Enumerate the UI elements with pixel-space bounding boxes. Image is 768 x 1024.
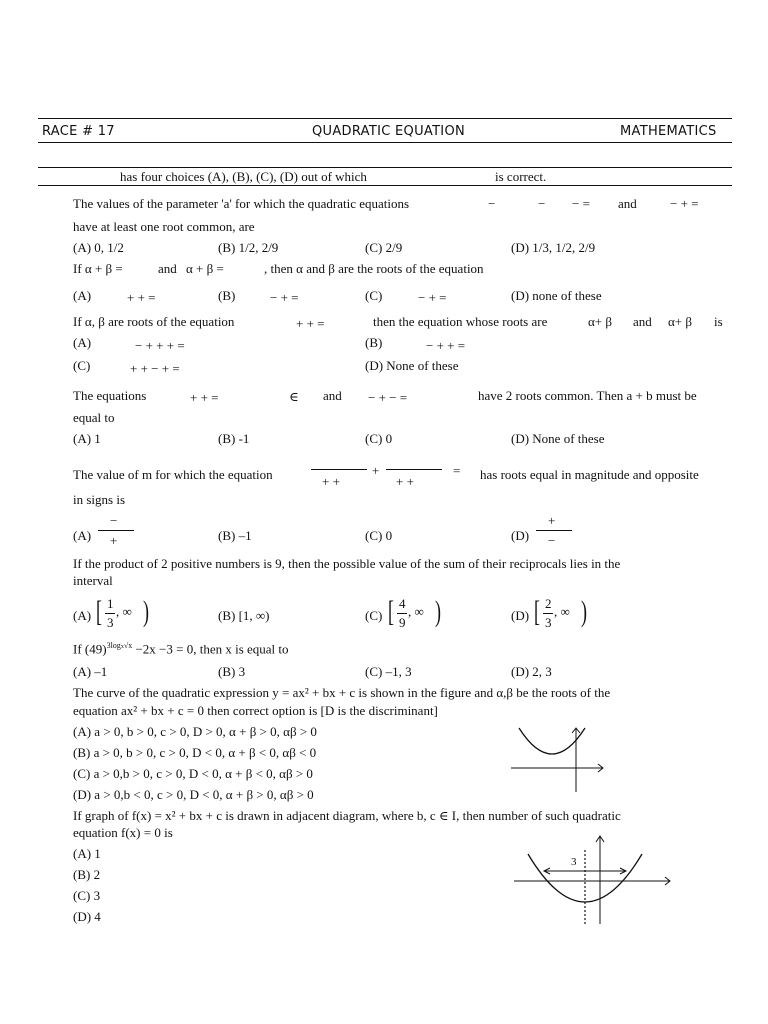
q2-option-b-equation: − + = bbox=[270, 290, 299, 305]
q6-option-d-numerator: 2 bbox=[545, 596, 552, 611]
q2-option-b: (B) bbox=[218, 288, 236, 303]
q4-element-of: ∈ bbox=[289, 389, 299, 404]
q3-option-a: (A) bbox=[73, 335, 92, 350]
q9-option-b: (B) 2 bbox=[73, 867, 101, 882]
q8-option-c: (C) a > 0,b > 0, c > 0, D < 0, α + β < 0, αβ > 0 bbox=[73, 766, 313, 781]
header-subject: MATHEMATICS bbox=[620, 124, 717, 139]
q9-parabola-figure bbox=[510, 832, 676, 928]
q5-option-d-fraction-bar bbox=[536, 530, 572, 531]
q8-parabola-figure bbox=[505, 722, 607, 796]
header-chapter-title: QUADRATIC EQUATION bbox=[312, 124, 466, 139]
q3-option-b: (B) bbox=[365, 335, 383, 350]
q4-and: and bbox=[323, 388, 342, 403]
q4-text-line2: equal to bbox=[73, 410, 115, 425]
q5-option-a-numerator: − bbox=[110, 513, 118, 528]
q6-option-a-fraction-bar bbox=[105, 613, 115, 614]
q2-option-c: (C) bbox=[365, 288, 383, 303]
q6-option-a-denominator: 3 bbox=[107, 615, 114, 630]
instruction-top-rule bbox=[38, 167, 732, 168]
q9-option-c: (C) 3 bbox=[73, 888, 101, 903]
q3-equation: + + = bbox=[296, 316, 325, 331]
q7-equation-rest: −2x −3 = 0 bbox=[132, 641, 194, 657]
q9-text-line2: equation f(x) = 0 is bbox=[73, 825, 173, 840]
q9-figure-distance-label: 3 bbox=[571, 856, 577, 868]
q5-option-d-numerator: + bbox=[548, 513, 556, 528]
q5-option-c: (C) 0 bbox=[365, 528, 393, 543]
q2-option-a-equation: + + = bbox=[127, 290, 156, 305]
q6-option-c: (C) bbox=[365, 608, 383, 623]
q8-text: The curve of the quadratic expression y = ax² + bx + c is shown in the figure and α,β be the roots of the bbox=[73, 685, 611, 700]
q8-option-b: (B) a > 0, b > 0, c > 0, D < 0, α + β < 0, αβ < 0 bbox=[73, 745, 317, 760]
instruction-text-2: is correct. bbox=[495, 169, 547, 184]
instruction-text-1: has four choices (A), (B), (C), (D) out of which bbox=[120, 169, 367, 184]
q5-option-b: (B) –1 bbox=[218, 528, 252, 543]
q7-option-c: (C) –1, 3 bbox=[365, 664, 412, 679]
q5-text-line2: in signs is bbox=[73, 492, 126, 507]
q8-option-d: (D) a > 0,b < 0, c > 0, D < 0, α + β > 0, αβ > 0 bbox=[73, 787, 314, 802]
q6-option-c-left-bracket: [ bbox=[388, 595, 394, 628]
q3-is: is bbox=[714, 314, 723, 329]
q6-text: If the product of 2 positive numbers is 9, then the possible value of the sum of their reciprocals lies in the bbox=[73, 556, 621, 571]
instruction-bottom-rule bbox=[38, 185, 732, 186]
q5-fraction-bar-2 bbox=[386, 469, 442, 470]
q1-option-c: (C) 2/9 bbox=[365, 240, 403, 255]
q6-option-d-denominator: 3 bbox=[545, 615, 552, 630]
q6-option-a-right-paren: ) bbox=[143, 595, 149, 628]
q9-option-a: (A) 1 bbox=[73, 846, 101, 861]
q4-equation-2: − + − = bbox=[368, 390, 408, 405]
q7-option-b: (B) 3 bbox=[218, 664, 246, 679]
q7-option-a: (A) –1 bbox=[73, 664, 108, 679]
q5-option-a-fraction-bar bbox=[98, 530, 134, 531]
q2-text: If α + β = bbox=[73, 261, 123, 276]
q2-option-a: (A) bbox=[73, 288, 92, 303]
header-bottom-rule bbox=[38, 142, 732, 143]
q4-option-d: (D) None of these bbox=[511, 431, 605, 446]
q1-and: and bbox=[618, 196, 637, 211]
q5-fraction-bar-1 bbox=[311, 469, 367, 470]
q2-option-d: (D) none of these bbox=[511, 288, 602, 303]
header-race-number: RACE # 17 bbox=[42, 124, 115, 139]
q5-option-a-denominator: + bbox=[110, 533, 118, 548]
q6-option-c-denominator: 9 bbox=[399, 615, 406, 630]
q3-option-c-equation: + + − + = bbox=[130, 361, 180, 376]
q4-text: The equations bbox=[73, 388, 147, 403]
q1-option-b: (B) 1/2, 2/9 bbox=[218, 240, 279, 255]
q5-text: The value of m for which the equation bbox=[73, 467, 273, 482]
q1-symbol: − bbox=[538, 196, 546, 211]
q1-symbol: − bbox=[488, 196, 496, 211]
q6-option-c-fraction-bar bbox=[397, 613, 407, 614]
q4-option-c: (C) 0 bbox=[365, 431, 393, 446]
q3-option-d: (D) None of these bbox=[365, 358, 459, 373]
q2-expression: α + β = bbox=[186, 261, 224, 276]
q1-text-line2: have at least one root common, are bbox=[73, 219, 255, 234]
q6-text-line2: interval bbox=[73, 573, 113, 588]
q8-option-a: (A) a > 0, b > 0, c > 0, D > 0, α + β > 0, αβ > 0 bbox=[73, 724, 317, 739]
q1-symbol: − = bbox=[572, 196, 590, 211]
q3-and: and bbox=[633, 314, 652, 329]
q3-root-2: α+ β bbox=[668, 314, 693, 329]
q6-option-d-infinity: , ∞ bbox=[554, 604, 570, 619]
q2-text-tail: , then α and β are the roots of the equation bbox=[264, 261, 484, 276]
q7-exponent: 3logx√x bbox=[106, 641, 133, 650]
q5-denominator-2: + + bbox=[396, 474, 414, 489]
q6-option-b: (B) [1, ∞) bbox=[218, 608, 270, 623]
q6-option-c-numerator: 4 bbox=[399, 596, 406, 611]
q9-text: If graph of f(x) = x² + bx + c is drawn in adjacent diagram, where b, c ∈ I, then number of such quadratic bbox=[73, 808, 621, 823]
q6-option-a-numerator: 1 bbox=[107, 596, 114, 611]
q6-option-d-right-paren: ) bbox=[581, 595, 587, 628]
q4-option-a: (A) 1 bbox=[73, 431, 101, 446]
q6-option-c-infinity: , ∞ bbox=[408, 604, 424, 619]
q5-option-a: (A) bbox=[73, 528, 92, 543]
q3-text: If α, β are roots of the equation bbox=[73, 314, 235, 329]
q6-option-d-fraction-bar bbox=[543, 613, 553, 614]
q6-option-d-left-bracket: [ bbox=[534, 595, 540, 628]
q9-option-d: (D) 4 bbox=[73, 909, 101, 924]
q5-option-d-denominator: − bbox=[548, 533, 556, 548]
q3-root-1: α+ β bbox=[588, 314, 613, 329]
q3-option-b-equation: − + + = bbox=[426, 338, 466, 353]
q6-option-a: (A) bbox=[73, 608, 92, 623]
q6-option-d: (D) bbox=[511, 608, 530, 623]
q7-base: If (49) bbox=[73, 641, 107, 657]
q7-text-tail: , then x is equal to bbox=[193, 641, 289, 657]
q1-option-a: (A) 0, 1/2 bbox=[73, 240, 124, 255]
q5-denominator-1: + + bbox=[322, 474, 340, 489]
q2-and: and bbox=[158, 261, 177, 276]
q5-text-tail: has roots equal in magnitude and opposite bbox=[480, 467, 699, 482]
q5-equals: = bbox=[453, 463, 461, 478]
header-top-rule bbox=[38, 118, 732, 119]
q3-option-c: (C) bbox=[73, 358, 91, 373]
q1-text: The values of the parameter 'a' for which the quadratic equations bbox=[73, 196, 410, 211]
q8-text-line2: equation ax² + bx + c = 0 then correct option is [D is the discriminant] bbox=[73, 703, 438, 718]
q5-plus: + bbox=[372, 463, 380, 478]
q6-option-c-right-paren: ) bbox=[435, 595, 441, 628]
q6-option-a-left-bracket: [ bbox=[96, 595, 102, 628]
q4-text-tail: have 2 roots common. Then a + b must be bbox=[478, 388, 697, 403]
q2-option-c-equation: − + = bbox=[418, 290, 447, 305]
q5-option-d: (D) bbox=[511, 528, 530, 543]
q1-symbol: − + = bbox=[670, 196, 699, 211]
q7-text bbox=[73, 641, 289, 657]
q3-text-mid: then the equation whose roots are bbox=[373, 314, 548, 329]
q3-option-a-equation: − + + + = bbox=[135, 338, 185, 353]
q4-option-b: (B) -1 bbox=[218, 431, 250, 446]
q6-option-a-infinity: , ∞ bbox=[116, 604, 132, 619]
q1-option-d: (D) 1/3, 1/2, 2/9 bbox=[511, 240, 596, 255]
q4-equation-1: + + = bbox=[190, 390, 219, 405]
q7-option-d: (D) 2, 3 bbox=[511, 664, 552, 679]
